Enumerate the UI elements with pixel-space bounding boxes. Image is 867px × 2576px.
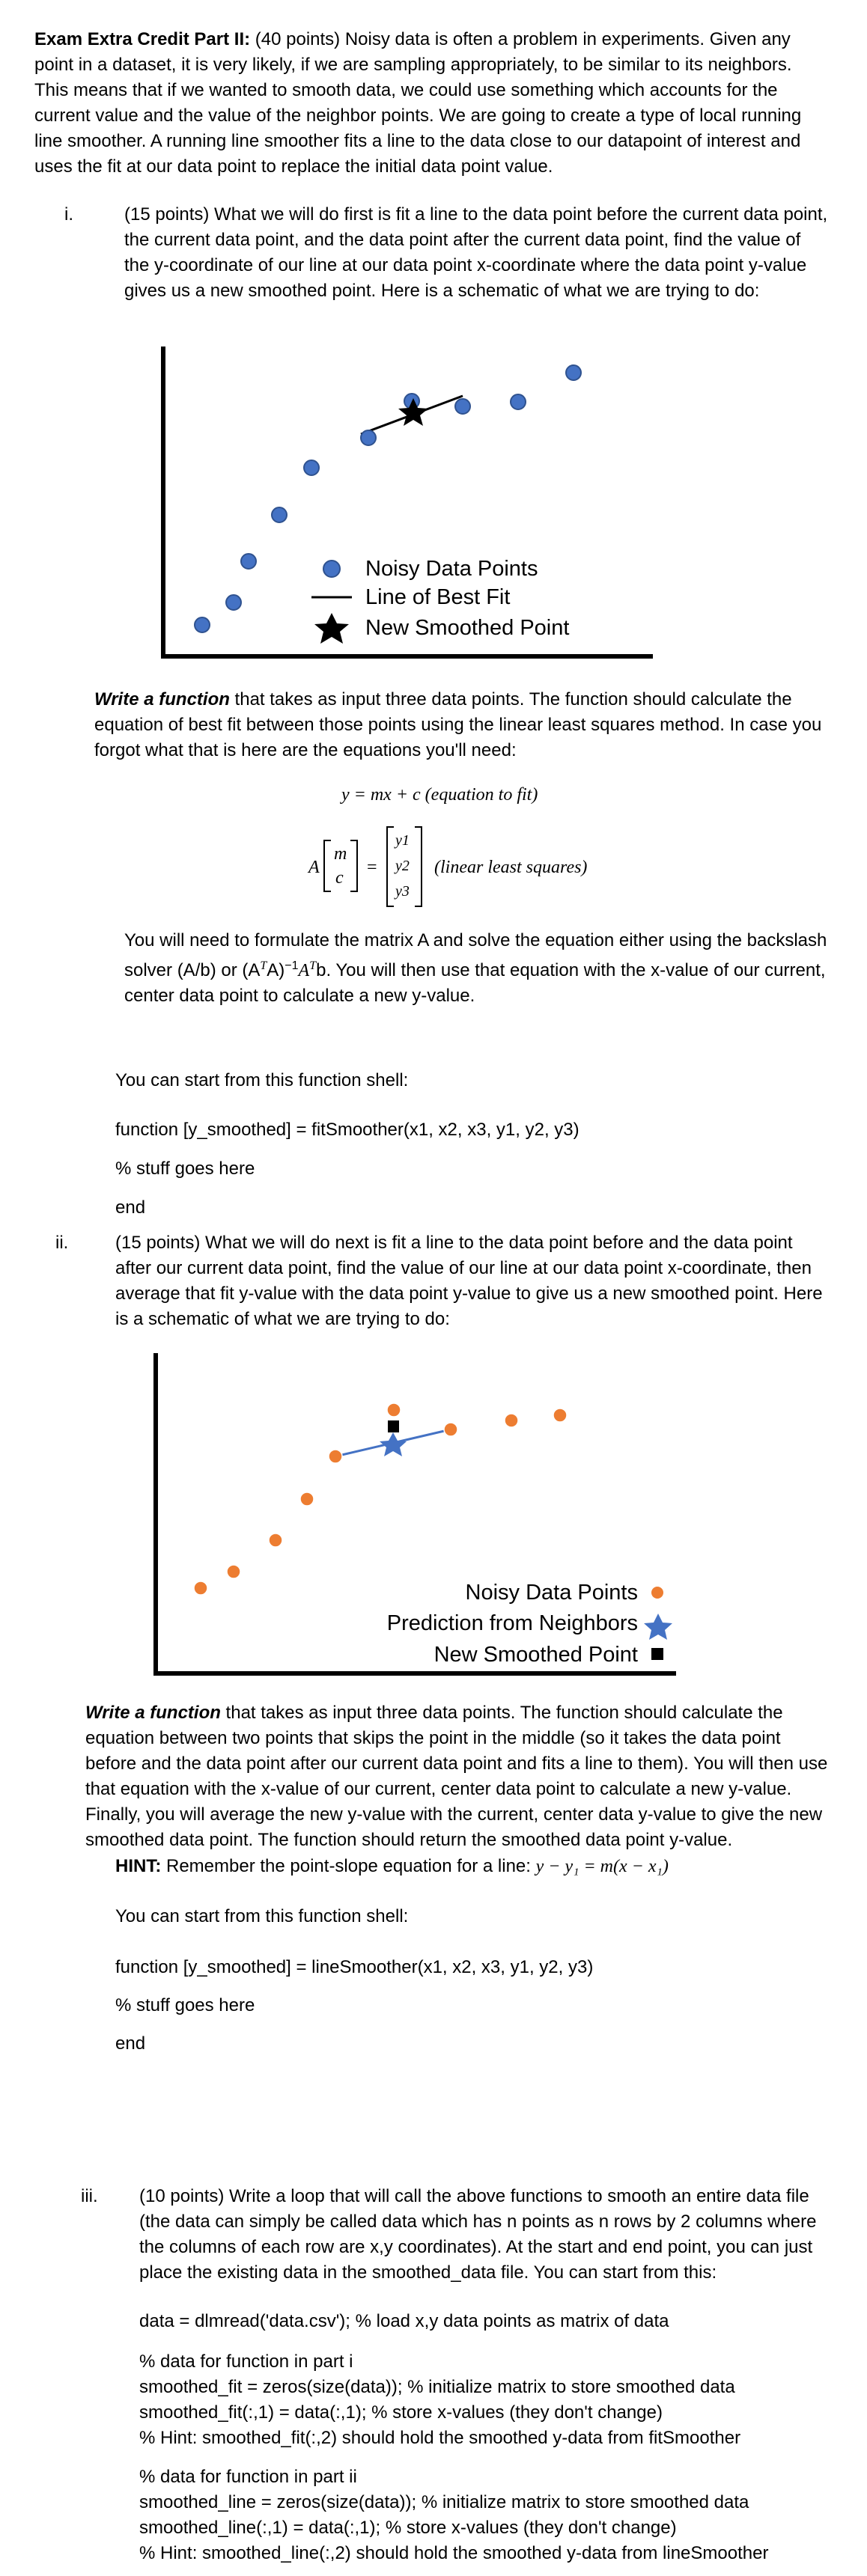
- fig2-point: [269, 1533, 282, 1547]
- vec-y2: y2: [395, 858, 410, 874]
- fig2-point: [387, 1403, 401, 1417]
- bracket-left-1: [323, 840, 331, 892]
- part1-code-line-2: % stuff goes here: [115, 1159, 255, 1179]
- part2-code-line-2: % stuff goes here: [115, 1995, 255, 2015]
- part2-hint: [115, 1854, 828, 1879]
- part3-code-b-4: % Hint: smoothed_fit(:,2) should hold the smoothed y-data from fitSmoother: [139, 2428, 741, 2448]
- part2-hint-bold: HINT:: [115, 1856, 162, 1876]
- figure-1-schematic: [150, 341, 659, 670]
- legend2-star-marker: [644, 1614, 672, 1640]
- part2-code-line-1: function [y_smoothed] = lineSmoother(x1, x2, x3, y1, y2, y3): [115, 1957, 594, 1977]
- legend2-prediction-label: Prediction from Neighbors: [386, 1611, 638, 1635]
- part2-text: (15 points) What we will do next is fit a line to the data point before and the data point after our current data point, find the value of our line at our data point x-coordinate, then average that fit y-value with the data point y-value to give us a new smoothed point. Here is a schematic of what we are trying to do:: [115, 1233, 823, 1329]
- fig2-prediction-star: [380, 1432, 407, 1456]
- vec-m: m: [334, 844, 347, 864]
- legend2-noisy-label: Noisy Data Points: [465, 1581, 638, 1605]
- part3-code-c-1: % data for function in part ii: [139, 2467, 357, 2487]
- fig1-point: [361, 430, 376, 445]
- part3-code-b-3: smoothed_fit(:,1) = data(:,1); % store x-values (they don't change): [139, 2402, 663, 2423]
- part1-task-bold: Write a function: [94, 689, 230, 709]
- fig1-point: [566, 365, 581, 380]
- fig2-point: [227, 1565, 240, 1578]
- legend1-noisy-label: Noisy Data Points: [365, 557, 538, 581]
- bracket-left-2: [386, 826, 394, 907]
- intro-text: (40 points) Noisy data is often a problem in experiments. Given any point in a dataset, it is very likely, if we are sampling appropriately, to be similar to its neighbors. This means that if we wanted to smooth data, we could use something which accounts for the current value and the value of the neighbor points. We are going to create a type of local running line smoother. A running line smoother fits a line to the data close to our datapoint of interest and uses the fit at our data point to replace the initial data point value.: [34, 29, 802, 177]
- legend1-point-marker: [323, 561, 340, 577]
- vec-y1: y1: [395, 832, 410, 849]
- part2-hint-eq: y − y₁ = m(x − x₁): [535, 1857, 669, 1876]
- legend2-point-marker: [651, 1587, 663, 1599]
- figure-2-schematic: [142, 1347, 689, 1682]
- part2-task-bold: Write a function: [85, 1703, 221, 1723]
- least-squares-label: (linear least squares): [434, 858, 588, 877]
- fig2-point: [505, 1414, 518, 1427]
- part1-task-text: that takes as input three data points. The function should calculate the equation of best fit between those points using the linear least squares method. In case you forgot what that is here are the equations you'll need:: [94, 689, 822, 760]
- part2-hint-text: Remember the point-slope equation for a line:: [161, 1856, 536, 1876]
- vec-y3: y3: [395, 883, 410, 900]
- part1-code-line-1: function [y_smoothed] = fitSmoother(x1, x2, x3, y1, y2, y3): [115, 1120, 579, 1140]
- part1-numeral: i.: [64, 204, 73, 225]
- fig2-noisy-points: [194, 1403, 567, 1595]
- part3-code-c-4: % Hint: smoothed_line(:,2) should hold the smoothed y-data from lineSmoother: [139, 2543, 769, 2563]
- legend1-star-marker: [314, 613, 349, 644]
- fig2-point: [444, 1423, 457, 1436]
- legend2-square-marker: [651, 1648, 663, 1660]
- fig1-point: [226, 595, 241, 610]
- part1-solve-text: You will need to formulate the matrix A and solve the equation either using the backslash solver (A/b) or $(A^TA)^{-1}A^Tb$. You will then use that equation with the x-value of our current, center data point to calculate a new y-value.: [124, 930, 827, 1006]
- part2-numeral: ii.: [55, 1233, 69, 1253]
- fig1-point: [272, 507, 287, 522]
- part3-numeral: iii.: [81, 2186, 98, 2206]
- fig1-point: [241, 554, 256, 569]
- equals-sign: =: [367, 858, 377, 877]
- fig2-point: [300, 1492, 314, 1506]
- part3-code-c-2: smoothed_line = zeros(size(data)); % initialize matrix to store smoothed data: [139, 2492, 749, 2512]
- part3-code-c-3: smoothed_line(:,1) = data(:,1); % store x-values (they don't change): [139, 2518, 677, 2538]
- part2-task-text: that takes as input three data points. The function should calculate the equation between two points that skips the point in the middle (so it takes the data point before and the data point after our current data point and fits a line to them). You will then use that equation with the x-value of our current, center data point to calculate a new y-value. Finally, you will average the new y-value with the current, center data y-value to give the new smoothed data point. The function should return the smoothed data point y-value.: [85, 1703, 828, 1850]
- part1-text: (15 points) What we will do first is fit a line to the data point before the current data point, the current data point, and the data point after the current data point, find the value of the y-coordinate of our line at our data point x-coordinate where the data point y-value gives us a new smoothed point. Here is a schematic of what we are trying to do:: [124, 204, 828, 301]
- part3-code-b-2: smoothed_fit = zeros(size(data)); % initialize matrix to store smoothed data: [139, 2377, 735, 2397]
- part3-text: (10 points) Write a loop that will call the above functions to smooth an entire data file (the data can simply be called data which has n points as n rows by 2 columns where the columns of each row are x,y coordinates). At the start and end point, you can just place the existing data in the smoothed_data file. You can start from this:: [139, 2186, 817, 2283]
- vec-c: c: [335, 868, 344, 888]
- part2-shell-intro: You can start from this function shell:: [115, 1906, 409, 1926]
- part1-shell-intro: You can start from this function shell:: [115, 1070, 409, 1090]
- legend2-smoothed-label: New Smoothed Point: [434, 1643, 638, 1667]
- matrix-a-symbol: A: [308, 858, 320, 877]
- part2-code-line-3: end: [115, 2033, 146, 2054]
- intro-paragraph: [34, 27, 828, 180]
- part2-task: [85, 1700, 828, 1853]
- part3-code-b-1: % data for function in part i: [139, 2351, 353, 2372]
- equation-fit: y = mx + c (equation to fit): [341, 785, 538, 805]
- fig1-point: [304, 460, 319, 475]
- fig1-smoothed-star: [398, 398, 428, 426]
- part3-code-a-1: data = dlmread('data.csv'); % load x,y data points as matrix of data: [139, 2311, 669, 2331]
- fig2-point: [553, 1408, 567, 1422]
- bracket-right-1: [350, 840, 358, 892]
- legend1-fit-label: Line of Best Fit: [365, 585, 511, 609]
- intro-heading: Exam Extra Credit Part II:: [34, 29, 251, 49]
- fig2-point: [329, 1450, 342, 1463]
- part1-task: [94, 687, 828, 763]
- fig2-point: [194, 1581, 207, 1595]
- fig1-point: [195, 617, 210, 632]
- fig1-point: [455, 399, 470, 414]
- legend1-smoothed-label: New Smoothed Point: [365, 616, 570, 640]
- bracket-right-2: [415, 826, 422, 907]
- part1-code-line-3: end: [115, 1197, 146, 1218]
- equation-least-squares: [308, 823, 653, 913]
- fig1-point: [511, 394, 526, 409]
- fig2-smoothed-square: [388, 1420, 399, 1432]
